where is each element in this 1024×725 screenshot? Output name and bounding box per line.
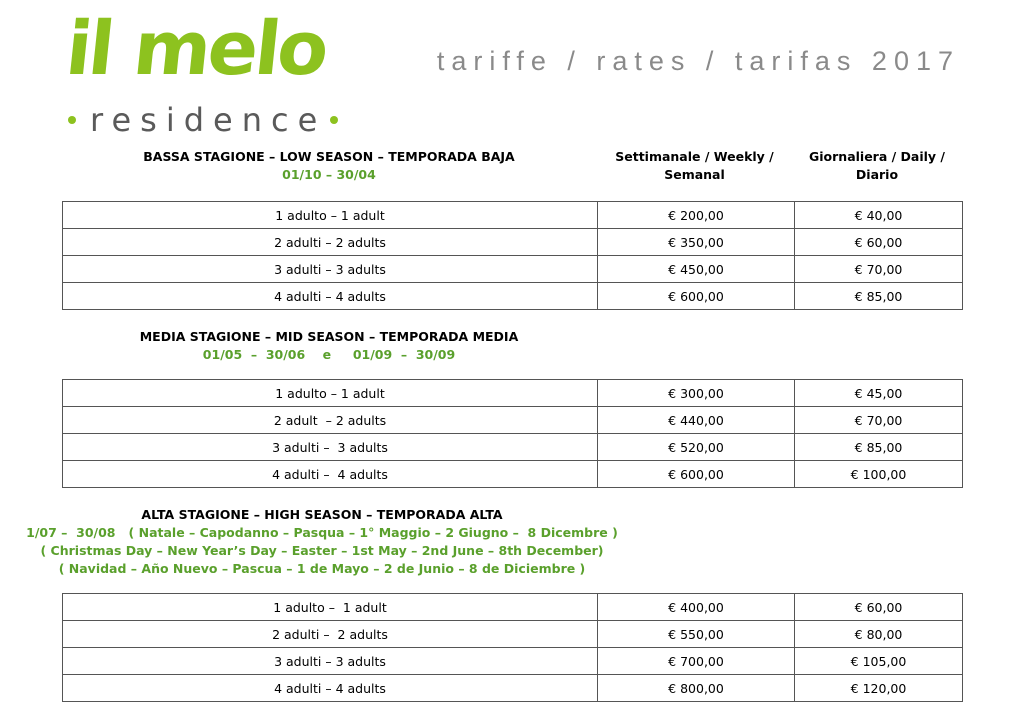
- column-header-weekly-line2: Semanal: [664, 167, 725, 182]
- table-row: [63, 256, 963, 283]
- guests-cell: 3 adulti – 3 adults: [63, 434, 598, 461]
- guests-cell: 1 adulto – 1 adult: [63, 594, 598, 621]
- table-row: [63, 202, 963, 229]
- guests-cell: 1 adulto – 1 adult: [63, 380, 598, 407]
- weekly-rate-cell: € 550,00: [598, 621, 795, 648]
- brand-name: il melo: [62, 6, 331, 92]
- guests-cell: 3 adulti – 3 adults: [63, 648, 598, 675]
- weekly-rate-cell: € 350,00: [598, 229, 795, 256]
- season-dates: 01/10 – 30/04: [282, 167, 376, 182]
- rates-table-high: [62, 593, 963, 702]
- season-heading-low: [143, 148, 514, 184]
- weekly-rate-cell: € 400,00: [598, 594, 795, 621]
- brand-logo: [62, 6, 352, 138]
- table-row: [63, 648, 963, 675]
- table-row: [63, 594, 963, 621]
- rates-table-mid: [62, 379, 963, 488]
- guests-cell: 4 adulti – 4 adults: [63, 461, 598, 488]
- daily-rate-cell: € 40,00: [795, 202, 963, 229]
- column-header-weekly-line1: Settimanale / Weekly /: [615, 149, 774, 164]
- guests-cell: 4 adulti – 4 adults: [63, 283, 598, 310]
- daily-rate-cell: € 85,00: [795, 283, 963, 310]
- weekly-rate-cell: € 440,00: [598, 407, 795, 434]
- table-row: [63, 380, 963, 407]
- season-dates: 1/07 – 30/08 ( Natale – Capodanno – Pasqua – 1° Maggio – 2 Giugno – 8 Dicembre ): [26, 525, 618, 540]
- column-header-weekly: [596, 148, 793, 184]
- daily-rate-cell: € 45,00: [795, 380, 963, 407]
- daily-rate-cell: € 105,00: [795, 648, 963, 675]
- weekly-rate-cell: € 200,00: [598, 202, 795, 229]
- rates-table-low: [62, 201, 963, 310]
- column-header-daily: [793, 148, 961, 184]
- guests-cell: 4 adulti – 4 adults: [63, 675, 598, 702]
- season-title: ALTA STAGIONE – HIGH SEASON – TEMPORADA ALTA: [141, 507, 503, 522]
- dot-icon: [330, 116, 338, 124]
- daily-rate-cell: € 100,00: [795, 461, 963, 488]
- guests-cell: 1 adulto – 1 adult: [63, 202, 598, 229]
- season-holidays-es: ( Navidad – Año Nuevo – Pascua – 1 de Mayo – 2 de Junio – 8 de Diciembre ): [58, 561, 586, 576]
- weekly-rate-cell: € 700,00: [598, 648, 795, 675]
- daily-rate-cell: € 85,00: [795, 434, 963, 461]
- daily-rate-cell: € 80,00: [795, 621, 963, 648]
- table-row: [63, 461, 963, 488]
- guests-cell: 2 adulti – 2 adults: [63, 621, 598, 648]
- weekly-rate-cell: € 450,00: [598, 256, 795, 283]
- table-row: [63, 283, 963, 310]
- season-dates: 01/05 – 30/06 e 01/09 – 30/09: [202, 347, 456, 362]
- guests-cell: 2 adult – 2 adults: [63, 407, 598, 434]
- daily-rate-cell: € 60,00: [795, 229, 963, 256]
- daily-rate-cell: € 120,00: [795, 675, 963, 702]
- guests-cell: 3 adulti – 3 adults: [63, 256, 598, 283]
- table-row: [63, 407, 963, 434]
- brand-subtitle: [62, 102, 352, 138]
- season-title: BASSA STAGIONE – LOW SEASON – TEMPORADA BAJA: [143, 149, 515, 164]
- guests-cell: 2 adulti – 2 adults: [63, 229, 598, 256]
- table-row: [63, 229, 963, 256]
- season-heading-mid: [140, 328, 519, 364]
- table-row: [63, 434, 963, 461]
- daily-rate-cell: € 70,00: [795, 256, 963, 283]
- column-header-daily-line1: Giornaliera / Daily /: [809, 149, 945, 164]
- page-title: tariffe / rates / tarifas 2017: [436, 46, 960, 76]
- brand-subtitle-text: residence: [90, 101, 327, 139]
- season-holidays-en: ( Christmas Day – New Year’s Day – Easter – 1st May – 2nd June – 8th December): [40, 543, 604, 558]
- season-heading-high: [26, 506, 618, 578]
- weekly-rate-cell: € 600,00: [598, 283, 795, 310]
- season-title: MEDIA STAGIONE – MID SEASON – TEMPORADA MEDIA: [139, 329, 519, 344]
- weekly-rate-cell: € 800,00: [598, 675, 795, 702]
- dot-icon: [68, 116, 76, 124]
- table-row: [63, 675, 963, 702]
- weekly-rate-cell: € 300,00: [598, 380, 795, 407]
- daily-rate-cell: € 60,00: [795, 594, 963, 621]
- table-row: [63, 621, 963, 648]
- weekly-rate-cell: € 520,00: [598, 434, 795, 461]
- column-header-daily-line2: Diario: [855, 167, 899, 182]
- daily-rate-cell: € 70,00: [795, 407, 963, 434]
- weekly-rate-cell: € 600,00: [598, 461, 795, 488]
